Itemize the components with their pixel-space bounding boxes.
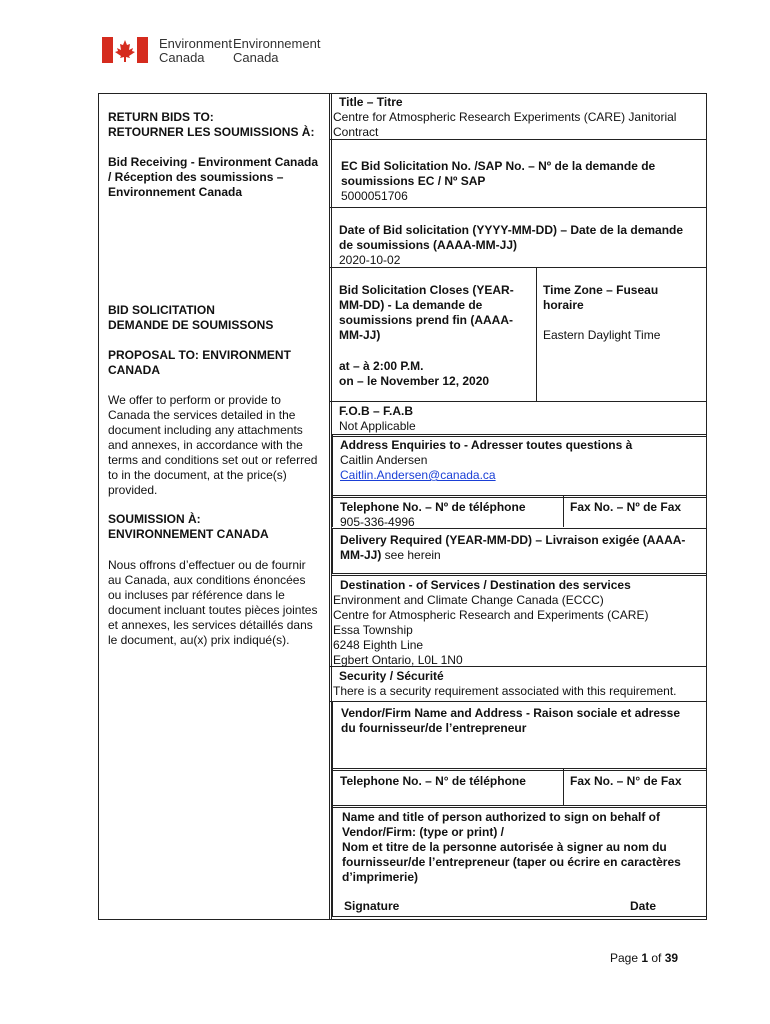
telephone-label: Telephone No. – Nº de téléphone bbox=[340, 500, 526, 514]
proposal-to-line: PROPOSAL TO: ENVIRONMENT bbox=[108, 348, 291, 362]
closes-label: Bid Solicitation Closes (YEAR- bbox=[339, 283, 514, 297]
closes-date: on – le November 12, 2020 bbox=[339, 374, 490, 388]
title-value: Contract bbox=[333, 125, 379, 139]
authorized-label: d’imprimerie) bbox=[342, 870, 419, 884]
bid-receiving-line: Environnement Canada bbox=[108, 185, 243, 199]
delivery-value: see herein bbox=[381, 548, 441, 562]
destination-line: Environment and Climate Change Canada (ECCC) bbox=[333, 593, 604, 607]
solicitation-date-label: Date of Bid solicitation (YYYY-MM-DD) – Date de la demande bbox=[339, 223, 684, 237]
logo-fr-line1: Environnement bbox=[233, 36, 321, 51]
vendor-label: Vendor/Firm Name and Address - Raison sociale et adresse bbox=[341, 706, 681, 720]
authorized-label: Nom et titre de la personne autorisée à signer au nom du bbox=[342, 840, 667, 854]
logo-en-line1: Environment bbox=[159, 36, 232, 51]
canada-flag-icon bbox=[102, 37, 148, 63]
return-bids-en: RETURN BIDS TO: bbox=[108, 110, 214, 124]
bid-solicitation-heading: DEMANDE DE SOUMISSONS bbox=[108, 318, 274, 332]
closes-time: at – à 2:00 P.M. bbox=[339, 359, 424, 373]
solicitation-number-label: EC Bid Solicitation No. /SAP No. – Nº de la demande de bbox=[341, 159, 656, 173]
solicitation-date-value: 2020-10-02 bbox=[339, 253, 401, 267]
vendor-fax-label: Fax No. – N° de Fax bbox=[570, 774, 682, 788]
title-value: Centre for Atmospheric Research Experiments (CARE) Janitorial bbox=[333, 110, 677, 124]
fob-value: Not Applicable bbox=[339, 419, 416, 433]
signature-label: Signature bbox=[344, 899, 400, 913]
page-number: Page 1 of 39 bbox=[610, 951, 679, 965]
time-zone-label: Time Zone – Fuseau bbox=[543, 283, 659, 297]
logo-fr-line2: Canada bbox=[233, 50, 279, 65]
closes-label: MM-DD) - La demande de bbox=[339, 298, 483, 312]
soumission-heading: SOUMISSION À: bbox=[108, 512, 201, 526]
offer-fr-line: le document, au(x) prix indiqué(s). bbox=[108, 633, 290, 647]
security-label: Security / Sécurité bbox=[339, 669, 444, 683]
offer-fr-line: ou incluses par référence dans le bbox=[108, 588, 285, 602]
enquiries-label: Address Enquiries to - Adresser toutes questions à bbox=[340, 438, 633, 452]
enquiries-name: Caitlin Andersen bbox=[340, 453, 428, 467]
authorized-label: Vendor/Firm: (type or print) / bbox=[342, 825, 505, 839]
destination-line: Essa Township bbox=[333, 623, 413, 637]
authorized-label: Name and title of person authorized to sign on behalf of bbox=[342, 810, 661, 824]
proposal-to-line: CANADA bbox=[108, 363, 160, 377]
offer-fr-line: Nous offrons d’effectuer ou de fournir bbox=[108, 558, 306, 572]
vendor-label: du fournisseur/de l’entrepreneur bbox=[341, 721, 527, 735]
closes-label: soumissions prend fin (AAAA- bbox=[339, 313, 514, 327]
destination-label: Destination - of Services / Destination des services bbox=[340, 578, 631, 592]
bid-solicitation-heading: BID SOLICITATION bbox=[108, 303, 215, 317]
time-zone-label: horaire bbox=[543, 298, 584, 312]
offer-en-line: document including any attachments bbox=[108, 423, 303, 437]
offer-en-line: to in the document, at the price(s) bbox=[108, 468, 287, 482]
bid-receiving-line: / Réception des soumissions – bbox=[108, 170, 284, 184]
destination-line: Egbert Ontario, L0L 1N0 bbox=[333, 653, 463, 667]
offer-en-line: provided. bbox=[108, 483, 158, 497]
return-bids-fr: RETOURNER LES SOUMISSIONS À: bbox=[108, 125, 315, 139]
solicitation-number-value: 5000051706 bbox=[341, 189, 408, 203]
vendor-name-field[interactable] bbox=[336, 738, 702, 766]
offer-en-line: We offer to perform or provide to bbox=[108, 393, 281, 407]
offer-fr-line: et annexes, les services détaillés dans bbox=[108, 618, 313, 632]
offer-fr-line: document incluant toutes pièces jointes bbox=[108, 603, 318, 617]
soumission-heading: ENVIRONNEMENT CANADA bbox=[108, 527, 269, 541]
solicitation-date-label: de soumissions (AAAA-MM-JJ) bbox=[339, 238, 518, 252]
time-zone-value: Eastern Daylight Time bbox=[543, 328, 661, 342]
date-sign-label: Date bbox=[630, 899, 657, 913]
bid-receiving-line: Bid Receiving - Environment Canada bbox=[108, 155, 319, 169]
closes-label: MM-JJ) bbox=[339, 328, 381, 342]
offer-fr-line: au Canada, aux conditions énoncées bbox=[108, 573, 306, 587]
destination-line: 6248 Eighth Line bbox=[333, 638, 424, 652]
vendor-telephone-label: Telephone No. – N° de téléphone bbox=[340, 774, 526, 788]
enquiries-email-link[interactable]: Caitlin.Andersen@canada.ca bbox=[340, 468, 496, 482]
title-label: Title – Titre bbox=[339, 95, 403, 109]
offer-en-line: terms and conditions set out or referred bbox=[108, 453, 318, 467]
government-logo bbox=[102, 36, 322, 66]
logo-en-line2: Canada bbox=[159, 50, 205, 65]
offer-en-line: and annexes, in accordance with the bbox=[108, 438, 303, 452]
offer-en-line: Canada the services detailed in the bbox=[108, 408, 296, 422]
authorized-label: fournisseur/de l’entrepreneur (taper ou écrire en caractères bbox=[342, 855, 681, 869]
fax-label: Fax No. – Nº de Fax bbox=[570, 500, 682, 514]
destination-line: Centre for Atmospheric Research and Experiments (CARE) bbox=[333, 608, 649, 622]
delivery-label: Delivery Required (YEAR-MM-DD) – Livraison exigée (AAAA- bbox=[340, 533, 686, 547]
solicitation-number-label: soumissions EC / Nº SAP bbox=[341, 174, 486, 188]
fob-label: F.O.B – F.A.B bbox=[339, 404, 414, 418]
telephone-value: 905-336-4996 bbox=[340, 515, 415, 529]
security-value: There is a security requirement associated with this requirement. bbox=[333, 684, 677, 698]
delivery-label-cont: MM-JJ) bbox=[340, 548, 382, 562]
